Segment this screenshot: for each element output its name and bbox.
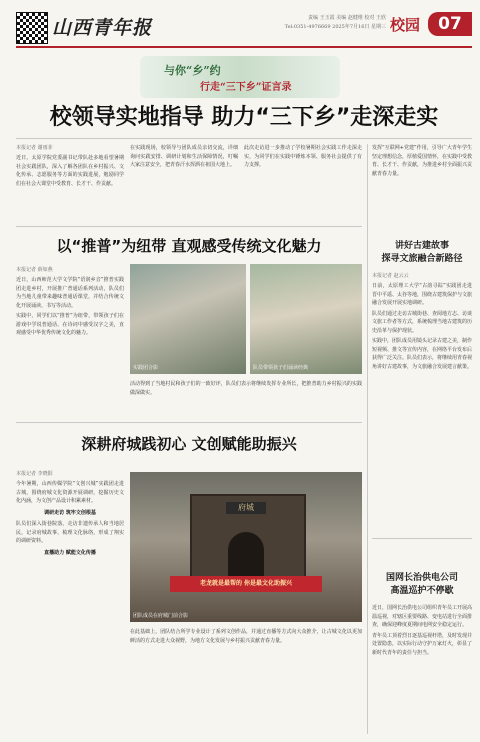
article2-byline: 本报记者 李晓阳 [16,471,53,477]
section-title: 校园 [390,16,421,34]
main-paragraph: 近日，太原学院党委副书记带队赴多地看望暑期社会实践团队，深入了解各团队在乡村振兴、文化传承、志愿服务等方面的实践进展，勉励同学们在社会大课堂中受教育、长才干、作贡献。 [16,155,124,187]
article2-subhead: 调研走访 筑牢文创根基 [44,509,96,516]
header-tel: Tel:0351-4976669 2025年7月16日 星期三 [284,24,386,30]
masthead: 山西青年报 [52,17,153,39]
article2-body-col2 [130,628,362,645]
sidebar-headline1-l1: 讲好古建故事 [394,241,449,251]
article1-photo-left [130,264,246,374]
article1-headline: 以“推普”为纽带 直观感受传统文化魅力 [56,237,322,255]
main-body-col3 [244,144,362,170]
article1-rule [16,226,362,227]
header-rule [16,46,472,48]
article1-body-col2 [130,380,362,397]
article2-paragraph: 队员们深入街巷院落，走访非遗传承人和当地居民，记录府城故事，梳理文化脉络，形成了翔实的调研资料。 [16,521,124,544]
article2-photo [130,472,362,622]
sidebar-headline2-l1: 国网长治供电公司 [385,573,458,583]
main-headline: 校领导实地指导 助力“三下乡”走深走实 [49,105,439,130]
article2-rule [16,422,362,423]
article2-body [16,480,124,560]
qr-code [16,12,48,44]
gate-arch [228,532,264,582]
sidebar-paragraph: 队员们通过走访古城街巷、查阅地方志、访谈文旅工作者等方式，系统梳理当地古建筑的历史沿革与保护现状。 [372,310,473,334]
article2-red-banner: 老龙就是最帮的 你是最文化助振兴 [170,576,322,592]
article1-paragraph: 实践中，同学们以“推普”为纽带，带领孩子们在游戏中学说普通话、在诗词中感受汉字之美，直观感受中华优秀传统文化的魅力。 [16,313,124,336]
main-paragraph: 在实践现场，校领导与团队成员亲切交流，详细询问实践安排、调研计划和生活保障情况，叮嘱大家注意安全，把青春汗水挥洒在祖国大地上。 [130,145,238,168]
article2-photo-caption: 团队成员在府城门前合影 [133,613,189,619]
article1-paragraph: 近日，山西师范大学文学院“语润乡音”推普实践团走进乡村，开展推广普通话系列活动，队员们为当地儿童带来趣味普通话课堂，并结合传统文化开展诵读、书写等活动。 [16,277,124,309]
sidebar-article2-body [372,604,472,657]
sidebar-headline2-l2: 高温巡护不停歇 [390,586,454,596]
main-body-col2 [130,144,238,170]
banner-line1: 与你“乡”约 [164,64,221,77]
article2-headline: 深耕府城践初心 文创赋能助振兴 [81,435,297,453]
gate-plaque: 府城 [226,502,266,514]
main-rule [16,138,472,139]
sidebar-rule [372,538,472,539]
article1-photo-caption-left: 实践团合影 [133,365,159,371]
sidebar-headline1 [372,240,472,266]
sidebar-intro-text: 发挥“互联网+党建”作用，引导广大青年学生坚定理想信念，厚植爱国情怀，在实践中受教育、长才干、作贡献，为推进乡村全面振兴贡献青春力量。 [372,145,473,177]
article1-photo-caption-right: 队员带领孩子们诵读经典 [253,365,309,371]
article2-paragraph: 在此基础上，团队结合所学专业设计了系列文创作品，并通过直播等方式向大众推介，让古城文化以更加鲜活的方式走进大众视野，为地方文化发展与乡村振兴贡献青春力量。 [130,629,362,644]
sidebar-divider [367,144,368,734]
sidebar-paragraph: 青年员工顶着烈日逐基巡视杆塔，及时发现并处置隐患，以实际行动守护万家灯火，彰显了新时代青年的责任与担当。 [372,632,473,656]
sidebar-byline: 本报记者 赵云云 [372,273,409,279]
sidebar-paragraph: 近日，国网长治供电公司组织青年员工开展高温巡视，对辖区重要线路、变电站进行全面排查，确保迎峰度夏期间电网安全稳定运行。 [372,605,473,628]
sidebar-article1-body [372,282,472,371]
article2-paragraph: 今年暑期，山西传媒学院“文创兴城”实践团走进古城，围绕府城文化资源开展调研，挖掘历史文化内涵，为文创产品设计积累素材。 [16,481,124,504]
header-meta: 责编 王玉霞 美编 赵健维 校对 王欣 [308,15,386,21]
banner-line2: 行走“三下乡”证言录 [200,82,292,93]
article1-body [16,276,124,338]
page-number [428,12,472,36]
sidebar-paragraph: 实践中，团队成员用镜头记录古建之美，制作短视频、推文等宣传内容，在网络平台发布后获得广泛关注。队员们表示，将继续用青春视角讲好古建故事，为文旅融合发展建言献策。 [372,338,473,370]
sidebar-paragraph: 日前，太原理工大学“古韵寻踪”实践团走进晋中平遥、太谷等地，围绕古建筑保护与文旅融合发展开展实地调研。 [372,283,473,306]
article1-byline: 本报记者 薛如燕 [16,267,53,273]
article1-photo-right [250,264,362,374]
main-body [16,154,124,188]
main-byline: 本报记者 谢雨菲 [16,145,53,151]
page-number-text: 07 [438,14,462,34]
sidebar-intro [372,144,472,178]
article2-subhead: 直播助力 赋能文化传播 [44,549,96,556]
banner [140,56,340,98]
sidebar-headline1-l2: 探寻文旅融合新路径 [381,254,463,264]
main-paragraph: 此次走访进一步推动了学校暑期社会实践工作走深走实，为同学们在实践中锤炼本领、服务社会提供了有力支撑。 [244,145,362,168]
article1-paragraph: 活动得到了当地村民和孩子们的一致好评，队员们表示将继续发挥专业所长，把推普助力乡村振兴的实践做深做实。 [130,381,362,396]
sidebar-headline2 [372,572,472,598]
